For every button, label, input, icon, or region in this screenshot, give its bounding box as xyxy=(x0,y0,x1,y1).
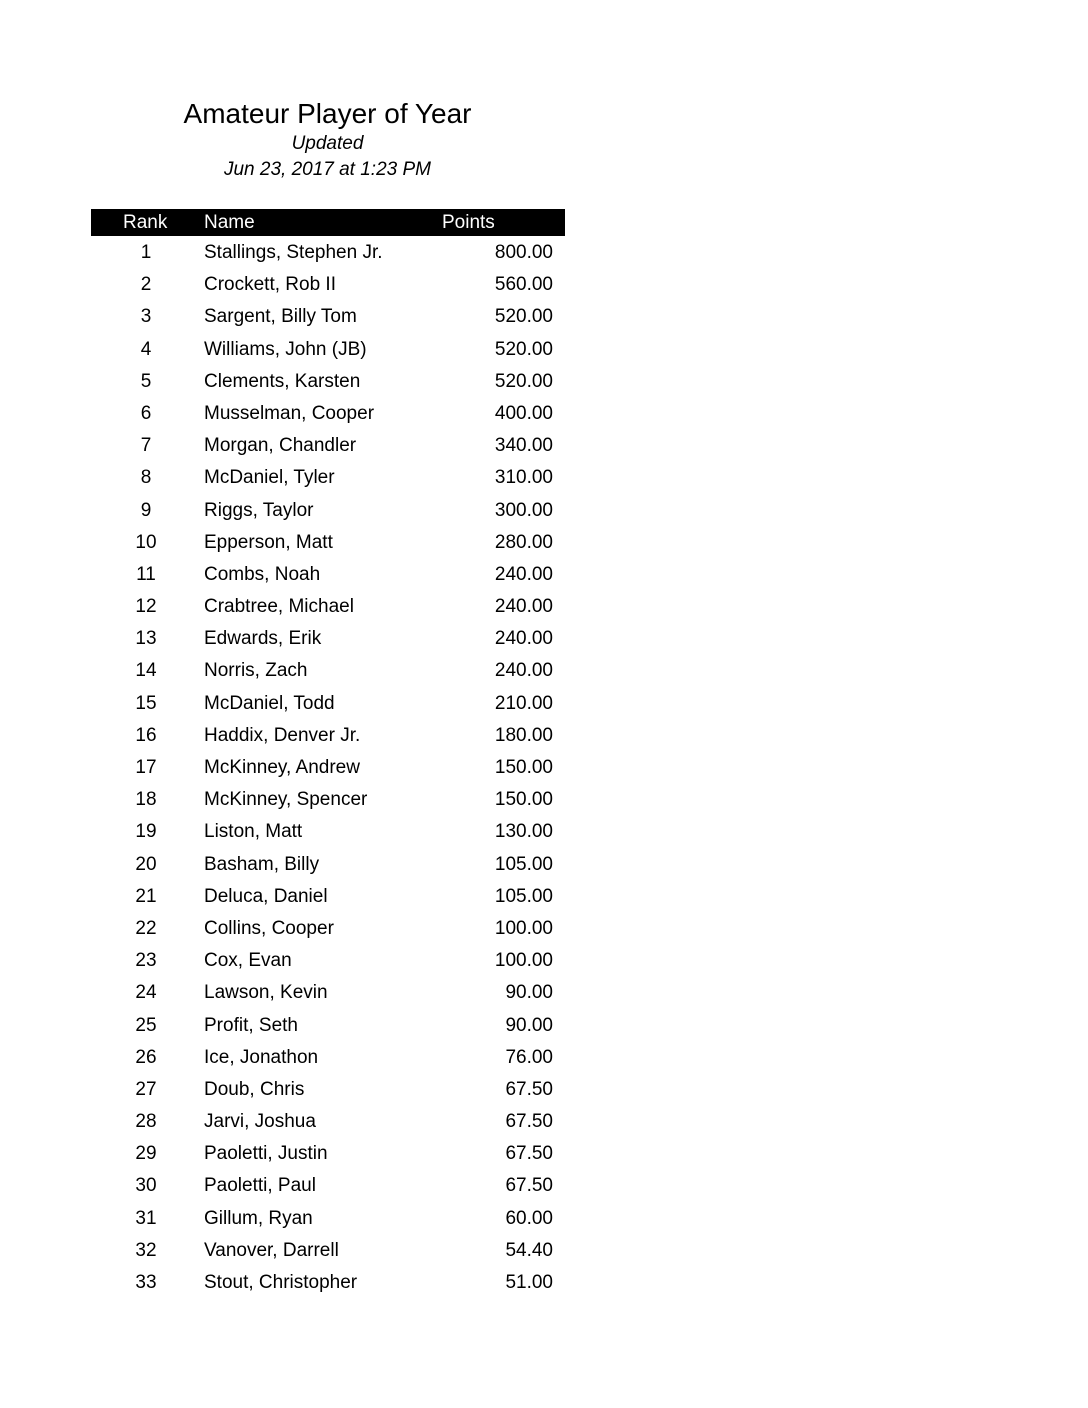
name-cell: McDaniel, Todd xyxy=(204,692,335,714)
rank-cell: 27 xyxy=(135,1078,157,1100)
table-row xyxy=(91,1266,565,1298)
points-cell: 240.00 xyxy=(494,563,553,585)
name-cell: Sargent, Billy Tom xyxy=(204,306,357,328)
name-cell: Profit, Seth xyxy=(204,1014,298,1036)
rank-cell: 16 xyxy=(135,724,157,746)
rank-cell: 5 xyxy=(140,370,152,392)
table-row xyxy=(91,751,565,783)
table-row xyxy=(91,236,565,268)
name-cell: Stout, Christopher xyxy=(204,1272,358,1293)
table-row xyxy=(91,783,565,815)
table-row xyxy=(91,494,565,526)
name-cell: Riggs, Taylor xyxy=(204,499,314,521)
points-cell: 300.00 xyxy=(494,499,553,521)
points-cell: 340.00 xyxy=(494,435,553,457)
points-cell: 150.00 xyxy=(494,757,553,778)
table-row xyxy=(91,912,565,944)
table-row xyxy=(91,268,565,300)
name-cell: Morgan, Chandler xyxy=(204,435,357,457)
rank-cell: 6 xyxy=(140,402,152,424)
name-cell: Collins, Cooper xyxy=(204,917,334,939)
points-cell: 180.00 xyxy=(494,724,553,746)
points-cell: 520.00 xyxy=(494,338,553,360)
table-row xyxy=(91,1073,565,1105)
name-cell: Doub, Chris xyxy=(204,1078,305,1100)
name-cell: Gillum, Ryan xyxy=(204,1207,313,1229)
rank-cell: 4 xyxy=(140,338,152,360)
name-cell: Basham, Billy xyxy=(204,853,320,875)
points-cell: 800.00 xyxy=(494,242,553,263)
points-cell: 560.00 xyxy=(494,274,553,296)
name-cell: Paoletti, Paul xyxy=(204,1175,316,1197)
name-cell: Norris, Zach xyxy=(204,660,308,682)
rank-cell: 33 xyxy=(135,1272,157,1293)
name-cell: Liston, Matt xyxy=(204,821,303,843)
rank-cell: 26 xyxy=(135,1046,157,1068)
points-cell: 520.00 xyxy=(494,370,553,392)
name-cell: Ice, Jonathon xyxy=(204,1046,319,1068)
table-row xyxy=(91,1041,565,1073)
points-cell: 67.50 xyxy=(505,1175,553,1197)
rank-cell: 13 xyxy=(135,628,157,650)
rank-cell: 15 xyxy=(135,692,157,714)
points-cell: 54.40 xyxy=(505,1239,553,1261)
rank-cell: 20 xyxy=(135,853,157,875)
table-row xyxy=(91,1105,565,1137)
rank-cell: 17 xyxy=(135,757,157,778)
points-cell: 67.50 xyxy=(505,1111,553,1133)
rank-cell: 25 xyxy=(135,1014,157,1036)
table-row xyxy=(91,1137,565,1169)
table-row xyxy=(91,429,565,461)
name-cell: Musselman, Cooper xyxy=(204,402,375,424)
rank-cell: 2 xyxy=(140,274,152,296)
rank-cell: 14 xyxy=(135,660,157,682)
points-cell: 105.00 xyxy=(494,853,553,875)
table-row xyxy=(91,558,565,590)
points-cell: 90.00 xyxy=(505,982,553,1004)
points-cell: 280.00 xyxy=(494,531,553,553)
points-cell: 130.00 xyxy=(494,821,553,843)
rank-cell: 32 xyxy=(135,1239,157,1261)
name-cell: Epperson, Matt xyxy=(204,531,333,553)
table-row xyxy=(91,365,565,397)
points-cell: 67.50 xyxy=(505,1143,553,1165)
table-row xyxy=(91,397,565,429)
name-cell: Haddix, Denver Jr. xyxy=(204,724,361,746)
table-row xyxy=(91,719,565,751)
standings-table xyxy=(91,209,565,1298)
rank-cell: 23 xyxy=(135,950,157,972)
name-cell: Lawson, Kevin xyxy=(204,982,328,1004)
table-row xyxy=(91,622,565,654)
rank-cell: 7 xyxy=(140,435,152,457)
table-row xyxy=(91,880,565,912)
table-row xyxy=(91,526,565,558)
rank-cell: 12 xyxy=(135,596,157,618)
name-cell: Crockett, Rob II xyxy=(204,274,336,296)
points-cell: 240.00 xyxy=(494,660,553,682)
table-row xyxy=(91,1009,565,1041)
points-cell: 150.00 xyxy=(494,789,553,811)
name-cell: McDaniel, Tyler xyxy=(204,467,335,489)
points-cell: 67.50 xyxy=(505,1078,553,1100)
name-cell: Paoletti, Justin xyxy=(204,1143,328,1165)
table-row xyxy=(91,815,565,847)
rank-cell: 8 xyxy=(140,467,152,489)
rank-cell: 10 xyxy=(135,531,157,553)
rank-cell: 24 xyxy=(135,982,157,1004)
name-cell: Combs, Noah xyxy=(204,563,321,585)
table-row xyxy=(91,300,565,332)
table-row xyxy=(91,654,565,686)
table-row xyxy=(91,1169,565,1201)
points-cell: 90.00 xyxy=(505,1014,553,1036)
rank-cell: 9 xyxy=(140,499,152,521)
name-cell: Clements, Karsten xyxy=(204,370,361,392)
points-cell: 400.00 xyxy=(494,402,553,424)
page-title: Amateur Player of Year xyxy=(183,98,472,129)
rank-cell: 18 xyxy=(135,789,157,811)
rank-cell: 30 xyxy=(135,1175,157,1197)
rank-cell: 31 xyxy=(135,1207,157,1229)
points-cell: 100.00 xyxy=(494,950,553,972)
table-row xyxy=(91,590,565,622)
table-row xyxy=(91,461,565,493)
table-header xyxy=(91,209,565,236)
points-cell: 51.00 xyxy=(505,1272,553,1293)
name-cell: Cox, Evan xyxy=(204,950,292,972)
table-row xyxy=(91,1234,565,1266)
column-header-points: Points xyxy=(442,212,495,233)
page-subtitle: Updated xyxy=(291,133,364,154)
points-cell: 520.00 xyxy=(494,306,553,328)
table-row xyxy=(91,848,565,880)
name-cell: McKinney, Andrew xyxy=(204,757,360,778)
points-cell: 240.00 xyxy=(494,628,553,650)
rank-cell: 28 xyxy=(135,1111,157,1133)
name-cell: McKinney, Spencer xyxy=(204,789,368,811)
table-row xyxy=(91,687,565,719)
points-cell: 100.00 xyxy=(494,917,553,939)
table-body xyxy=(91,236,565,1298)
name-cell: Williams, John (JB) xyxy=(204,338,367,360)
points-cell: 210.00 xyxy=(494,692,553,714)
rank-cell: 22 xyxy=(135,917,157,939)
rank-cell: 29 xyxy=(135,1143,157,1165)
points-cell: 310.00 xyxy=(494,467,553,489)
table-row xyxy=(91,976,565,1008)
name-cell: Deluca, Daniel xyxy=(204,885,328,907)
name-cell: Vanover, Darrell xyxy=(204,1239,339,1261)
name-cell: Stallings, Stephen Jr. xyxy=(204,242,383,263)
points-cell: 60.00 xyxy=(505,1207,553,1229)
rank-cell: 3 xyxy=(140,306,152,328)
column-header-name: Name xyxy=(204,212,255,233)
name-cell: Crabtree, Michael xyxy=(204,596,354,618)
name-cell: Jarvi, Joshua xyxy=(204,1111,316,1133)
table-row xyxy=(91,333,565,365)
table-row xyxy=(91,1202,565,1234)
name-cell: Edwards, Erik xyxy=(204,628,322,650)
column-header-rank: Rank xyxy=(123,212,168,233)
rank-cell: 11 xyxy=(136,563,156,585)
table-row xyxy=(91,944,565,976)
points-cell: 76.00 xyxy=(505,1046,553,1068)
rank-cell: 21 xyxy=(135,885,157,907)
rank-cell: 19 xyxy=(135,821,157,843)
points-cell: 105.00 xyxy=(494,885,553,907)
rank-cell: 1 xyxy=(140,242,152,263)
points-cell: 240.00 xyxy=(494,596,553,618)
updated-date: Jun 23, 2017 at 1:23 PM xyxy=(223,159,432,180)
